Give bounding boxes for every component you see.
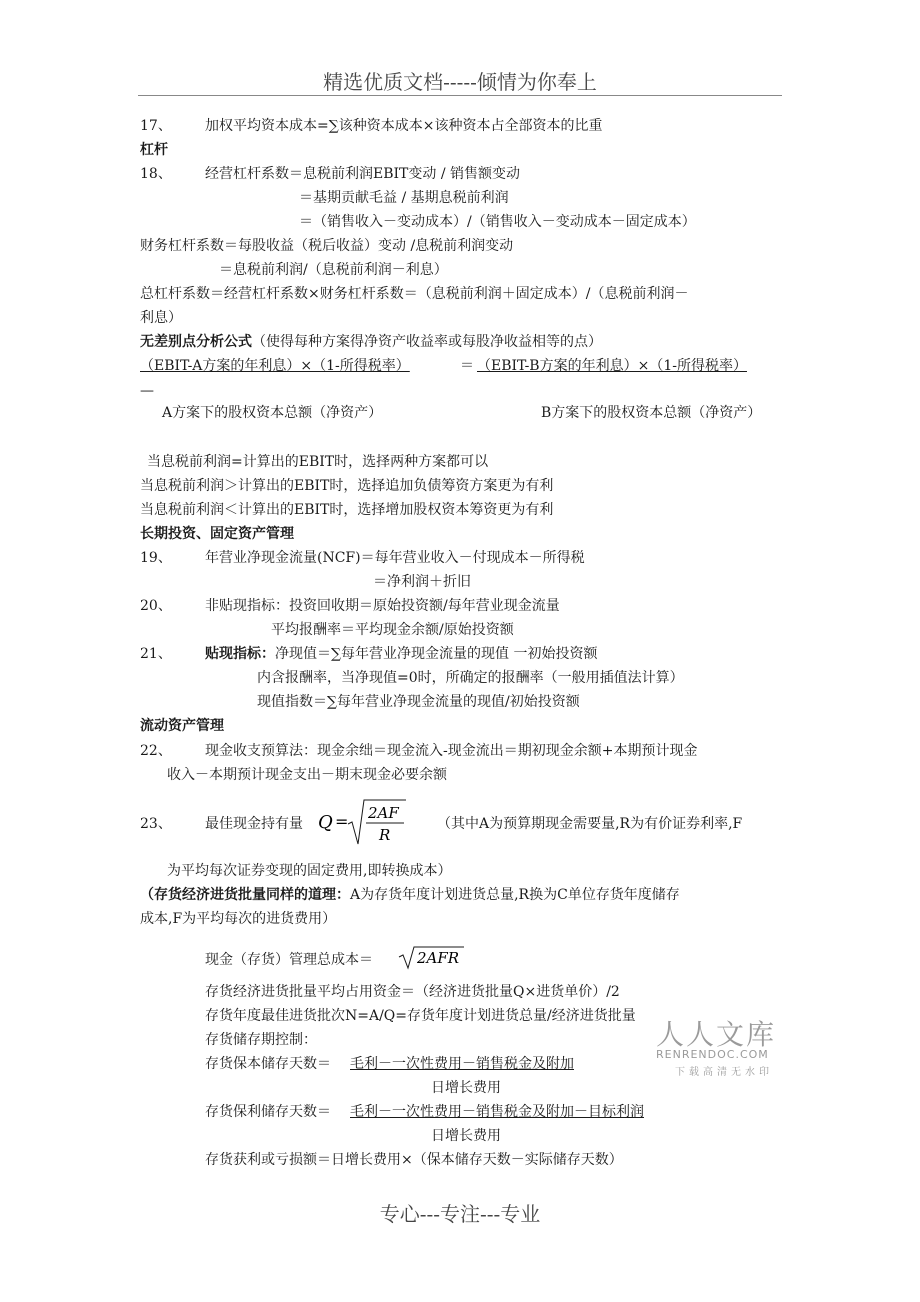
fraction-b-numerator: （EBIT-B方案的年利息）×（1-所得税率） (477, 358, 747, 374)
formula-line: 收入－本期预计现金支出－期末现金必要余额 (167, 767, 447, 783)
formula-line: 现金（存货）管理总成本＝ (205, 952, 373, 968)
q-symbol: Q (318, 812, 333, 833)
indifference-title (140, 333, 602, 351)
equals-symbol: = (335, 812, 349, 831)
inventory-note-text: A为存货年度计划进货总量,R换为C单位存货年度储存 (350, 887, 680, 903)
formula-line: 存货储存期控制： (205, 1032, 317, 1048)
watermark-site: RENRENDOC.COM (656, 1048, 769, 1061)
inventory-note: 成本,F为平均每次的进货费用） (140, 911, 337, 927)
formula-line: ＝（销售收入－变动成本）/（销售收入－变动成本－固定成本） (299, 214, 696, 230)
formula-line: 财务杠杆系数＝每股收益（税后收益）变动 /息税前利润变动 (140, 238, 514, 254)
page-footer: 专心---专注---专业 (379, 1202, 541, 1226)
indifference-note: （使得每种方案得净资产收益率或每股净收益相等的点） (252, 334, 602, 350)
formula-label: 存货保本储存天数＝ (205, 1056, 331, 1072)
fraction-dash: — (140, 383, 154, 399)
formula-line: 现值指数＝∑每年营业净现金流量的现值/初始投资额 (257, 694, 580, 710)
formula-line: 利息） (140, 310, 182, 326)
total-cost-sqrt (398, 944, 468, 970)
formula-line: 总杠杆系数＝经营杠杆系数×财务杠杆系数＝（息税前利润＋固定成本）/（息税前利润－ (140, 286, 689, 302)
inventory-note (140, 886, 680, 904)
inventory-note-bold: （存货经济进货批量同样的道理： (140, 887, 350, 903)
formula-line: 年营业净现金流量(NCF)＝每年营业收入－付现成本－所得税 (205, 550, 585, 566)
formula-line: 存货年度最佳进货批次N=A/Q=存货年度计划进货总量/经济进货批量 (205, 1008, 636, 1024)
condition-line: 当息税前利润=计算出的EBIT时，选择两种方案都可以 (147, 454, 489, 470)
item-number: 18、 (140, 166, 172, 182)
formula-line: 非贴现指标：投资回收期＝原始投资额/每年营业现金流量 (205, 598, 560, 614)
profit-numerator: 毛利－一次性费用－销售税金及附加－目标利润 (350, 1104, 644, 1120)
fraction-a-numerator: （EBIT-A方案的年利息）×（1-所得税率） (140, 358, 410, 374)
indifference-heading: 无差别点分析公式 (140, 334, 252, 350)
header-rule (138, 95, 782, 96)
formula-line: 平均报酬率＝平均现金余额/原始投资额 (271, 622, 514, 638)
formula-line: ＝基期贡献毛益 / 基期息税前利润 (299, 190, 509, 206)
formula-line: ＝净利润＋折旧 (373, 574, 471, 590)
formula-note: （其中A为预算期现金需要量,R为有价证券利率,F (437, 816, 743, 832)
discount-label: 贴现指标： (205, 646, 275, 662)
npv-formula: 净现值＝∑每年营业净现金流量的现值 一初始投资额 (275, 646, 598, 662)
formula-note: 为平均每次证券变现的固定费用,即转换成本） (167, 863, 452, 879)
item-number: 17、 (140, 118, 172, 134)
formula-line: 经营杠杆系数＝息税前利润EBIT变动 / 销售额变动 (205, 166, 520, 182)
optimal-cash-formula (318, 796, 408, 850)
item-number: 19、 (140, 550, 172, 566)
breakeven-denominator: 日增长费用 (431, 1080, 501, 1096)
fraction-a-denominator: A方案下的股权资本总额（净资产） (162, 405, 383, 421)
profit-denominator: 日增长费用 (431, 1128, 501, 1144)
formula-label: 存货保利储存天数＝ (205, 1104, 331, 1120)
item-number: 22、 (140, 743, 172, 759)
watermark-title: 人人文库 (656, 1018, 777, 1051)
formula-line: 存货经济进货批量平均占用资金＝（经济进货批量Q×进货单价）/2 (205, 984, 620, 1000)
section-heading: 杠杆 (140, 142, 168, 158)
radicand: 2AFR (417, 949, 460, 967)
section-heading: 长期投资、固定资产管理 (140, 526, 294, 542)
formula-label: 最佳现金持有量 (205, 816, 303, 832)
numerator: 2AF (368, 804, 399, 822)
item-number: 21、 (140, 646, 172, 662)
formula-line: 加权平均资本成本=∑该种资本成本×该种资本占全部资本的比重 (205, 118, 603, 134)
fraction-equals: ＝ (460, 358, 474, 374)
formula-line: ＝息税前利润/（息税前利润－利息） (219, 262, 448, 278)
denominator: R (379, 826, 391, 844)
formula-line: 存货获利或亏损额＝日增长费用×（保本储存天数－实际储存天数） (205, 1152, 623, 1168)
breakeven-numerator: 毛利－一次性费用－销售税金及附加 (350, 1056, 574, 1072)
item-number: 20、 (140, 598, 172, 614)
section-heading: 流动资产管理 (140, 718, 224, 734)
item-number: 23、 (140, 816, 172, 832)
condition-line: 当息税前利润＜计算出的EBIT时，选择增加股权资本筹资更为有利 (140, 502, 554, 518)
watermark-slogan: 下载高清无水印 (675, 1067, 773, 1078)
fraction-b-denominator: B方案下的股权资本总额（净资产） (541, 405, 762, 421)
condition-line: 当息税前利润＞计算出的EBIT时，选择追加负债筹资方案更为有利 (140, 478, 554, 494)
formula-line (205, 645, 597, 663)
formula-line: 内含报酬率，当净现值=0时，所确定的报酬率（一般用插值法计算） (257, 670, 684, 686)
formula-line: 现金收支预算法：现金余绌＝现金流入-现金流出＝期初现金余额+本期预计现金 (205, 743, 698, 759)
page-header: 精选优质文档-----倾情为你奉上 (323, 70, 597, 94)
